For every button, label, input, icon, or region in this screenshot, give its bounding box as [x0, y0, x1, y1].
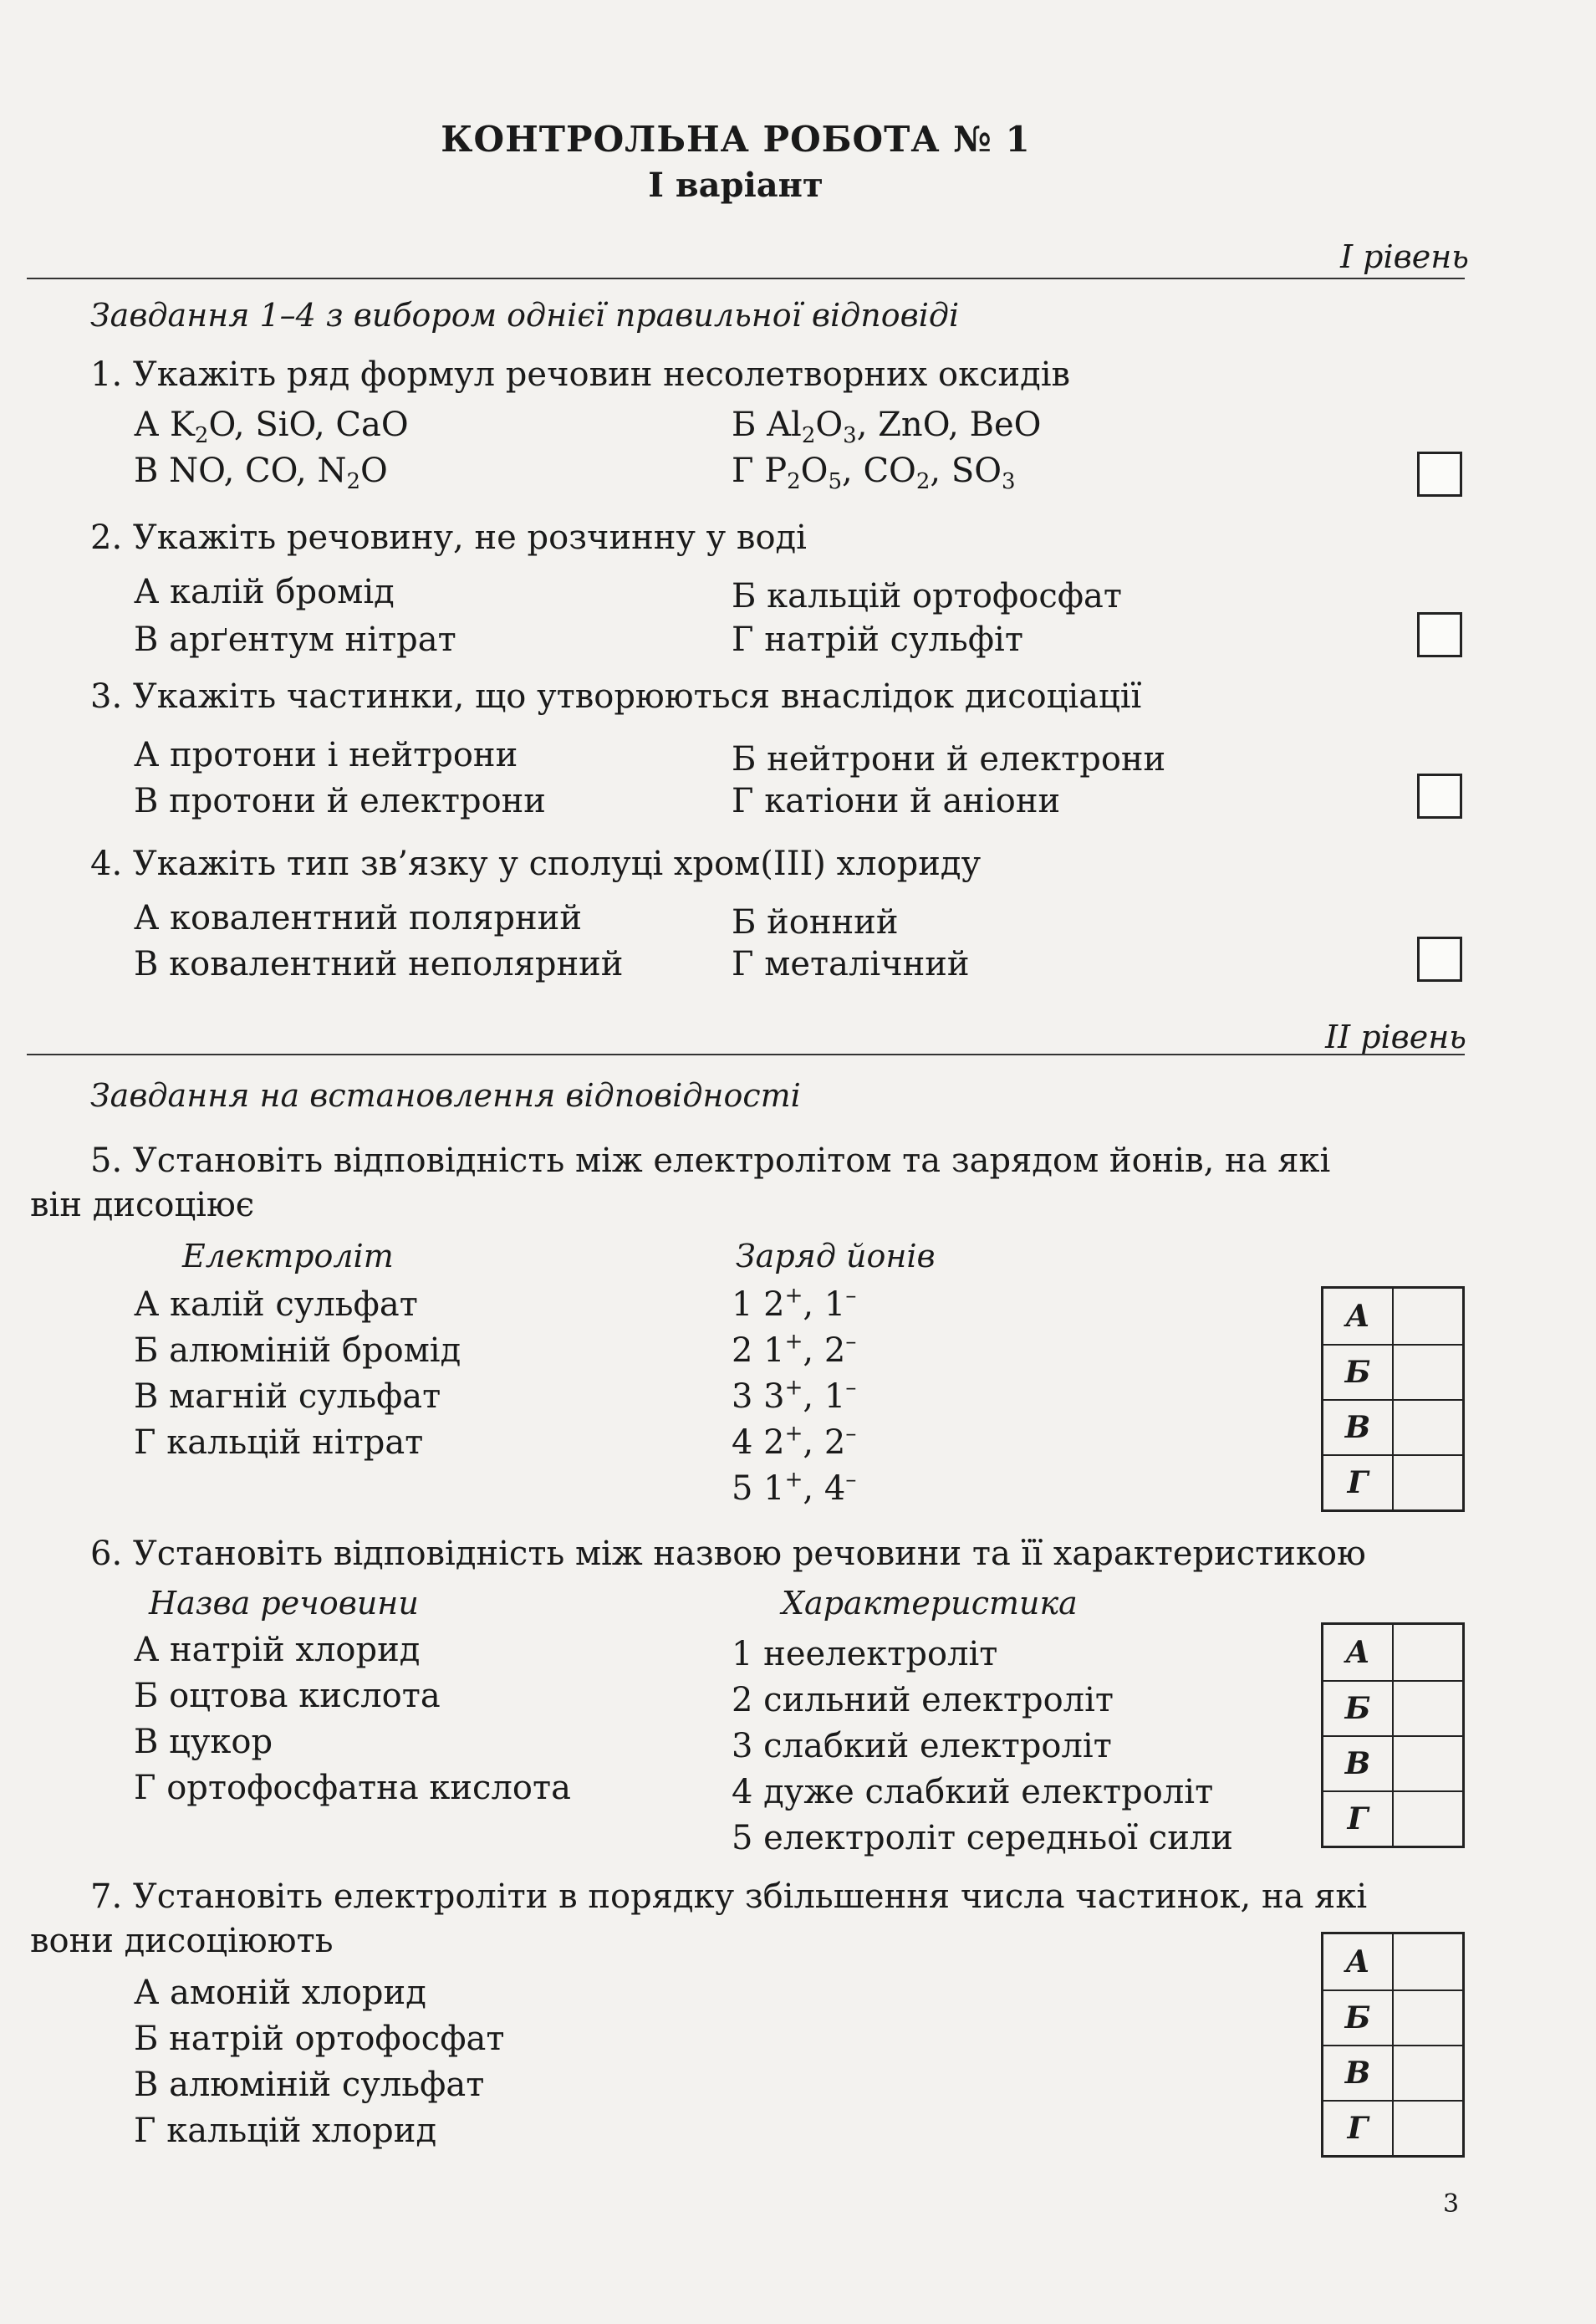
q6-grid-answer-b[interactable]	[1392, 1682, 1462, 1735]
page-number: 3	[1443, 2189, 1460, 2219]
q6-grid-answer-a[interactable]	[1392, 1625, 1462, 1680]
q7-grid-answer-b[interactable]	[1392, 1991, 1462, 2045]
q5-grid-row-g[interactable]	[1323, 1454, 1462, 1509]
q4-option-g: Г металічний	[732, 945, 970, 983]
q3-option-g: Г катіони й аніони	[732, 782, 1061, 820]
question-7-text-line1: 7. Установіть електроліти в порядку збільшення числа частинок, на які	[90, 1877, 1368, 1916]
q6-grid-row-a[interactable]	[1323, 1625, 1462, 1680]
q7-grid-label-a: А	[1345, 1944, 1370, 1979]
q6-left-a: А натрій хлорид	[134, 1631, 421, 1669]
q7-grid-row-g[interactable]	[1323, 2100, 1462, 2155]
q7-grid-label-v: В	[1344, 2056, 1371, 2091]
q6-grid-label-b: Б	[1344, 1691, 1371, 1726]
q6-grid-row-v[interactable]	[1323, 1735, 1462, 1790]
question-6-text: 6. Установіть відповідність між назвою речовини та її характеристикою	[90, 1535, 1366, 1573]
q6-col-left-header: Назва речовини	[149, 1585, 419, 1622]
q3-option-b: Б нейтрони й електрони	[732, 740, 1166, 779]
q6-right-2: 2 сильний електроліт	[732, 1681, 1114, 1719]
q6-grid-label-a: А	[1345, 1635, 1370, 1670]
q7-grid-answer-a[interactable]	[1392, 1934, 1462, 1989]
q4-option-b: Б йонний	[732, 903, 899, 942]
q5-grid-answer-v[interactable]	[1392, 1401, 1462, 1454]
q5-col-left-header: Електроліт	[182, 1238, 394, 1274]
q6-grid-row-b[interactable]	[1323, 1680, 1462, 1735]
level-2-divider	[27, 1054, 1465, 1055]
q5-right-5: 5 1+, 4–	[732, 1467, 857, 1508]
q6-left-g: Г ортофосфатна кислота	[134, 1769, 571, 1807]
q7-grid-label-b: Б	[1344, 2000, 1371, 2035]
q5-left-b: Б алюміній бромід	[134, 1331, 461, 1370]
q6-col-right-header: Характеристика	[782, 1585, 1078, 1622]
q5-answer-grid	[1321, 1286, 1465, 1512]
q3-option-a: А протони і нейтрони	[134, 736, 518, 774]
q5-grid-label-g: Г	[1347, 1465, 1369, 1500]
q6-grid-answer-v[interactable]	[1392, 1737, 1462, 1790]
q6-left-b: Б оцтова кислота	[134, 1677, 441, 1715]
q7-item-b: Б натрій ортофосфат	[134, 2020, 505, 2058]
q5-grid-answer-g[interactable]	[1392, 1456, 1462, 1509]
q7-grid-answer-g[interactable]	[1392, 2102, 1462, 2155]
q2-option-a: А калій бромід	[134, 573, 395, 611]
q7-grid-row-v[interactable]	[1323, 2045, 1462, 2100]
q7-item-g: Г кальцій хлорид	[134, 2112, 437, 2150]
level-1-divider	[27, 278, 1465, 279]
q1-option-g: Г $P_2O_5$, $CO_2$, $SO_3$	[732, 452, 1016, 494]
q6-right-5: 5 електроліт середньої сили	[732, 1819, 1233, 1857]
q2-answer-box[interactable]	[1417, 612, 1462, 657]
q7-item-a: А амоній хлорид	[134, 1974, 426, 2012]
q7-item-v: В алюміній сульфат	[134, 2066, 485, 2104]
q7-grid-row-a[interactable]	[1323, 1934, 1462, 1989]
q2-option-b: Б кальцій ортофосфат	[732, 577, 1123, 615]
q5-grid-label-v: В	[1344, 1410, 1371, 1445]
q7-grid-answer-v[interactable]	[1392, 2046, 1462, 2100]
q3-option-v: В протони й електрони	[134, 782, 546, 820]
q5-right-2: 2 1+, 2–	[732, 1329, 857, 1370]
question-5-text-line1: 5. Установіть відповідність між електролітом та зарядом йонів, на які	[90, 1142, 1331, 1180]
q6-grid-label-g: Г	[1347, 1801, 1369, 1836]
level-1-label: І рівень	[1340, 238, 1469, 275]
q5-col-right-header: Заряд йонів	[736, 1238, 936, 1274]
q6-left-v: В цукор	[134, 1723, 273, 1761]
q5-right-3: 3 3+, 1–	[732, 1375, 857, 1416]
q6-right-4: 4 дуже слабкий електроліт	[732, 1773, 1214, 1811]
q5-right-1: 1 2+, 1–	[732, 1283, 857, 1324]
q7-answer-grid	[1321, 1932, 1465, 2158]
q5-grid-row-b[interactable]	[1323, 1344, 1462, 1399]
question-5-text-line2: він дисоціює	[30, 1186, 255, 1224]
level-2-label: ІІ рівень	[1325, 1019, 1466, 1055]
q6-right-1: 1 неелектроліт	[732, 1635, 998, 1673]
q6-grid-answer-g[interactable]	[1392, 1792, 1462, 1846]
q5-left-v: В магній сульфат	[134, 1377, 441, 1416]
question-1-text: 1. Укажіть ряд формул речовин несолетворних оксидів	[90, 355, 1071, 394]
q7-grid-label-g: Г	[1347, 2111, 1369, 2146]
q5-grid-row-v[interactable]	[1323, 1399, 1462, 1454]
level-2-instruction: Завдання на встановлення відповідності	[90, 1077, 801, 1114]
q5-grid-answer-a[interactable]	[1392, 1289, 1462, 1344]
q2-option-g: Г натрій сульфіт	[732, 621, 1023, 659]
question-7-text-line2: вони дисоціюють	[30, 1922, 334, 1960]
q5-grid-label-a: А	[1345, 1299, 1370, 1334]
q5-right-4: 4 2+, 2–	[732, 1421, 857, 1462]
q1-option-v: В NO, CO, $N_2O$	[134, 452, 388, 494]
q5-grid-row-a[interactable]	[1323, 1289, 1462, 1344]
q6-answer-grid	[1321, 1622, 1465, 1848]
question-4-text: 4. Укажіть тип зв’язку у сполуці хром(ІІІ) хлориду	[90, 845, 982, 883]
q7-grid-row-b[interactable]	[1323, 1989, 1462, 2045]
variant-title: І варіант	[648, 166, 823, 205]
q5-left-a: А калій сульфат	[134, 1285, 418, 1324]
q5-grid-answer-b[interactable]	[1392, 1346, 1462, 1399]
q1-option-a: А $K_2O$, SiO, CaO	[134, 406, 409, 448]
level-1-instruction: Завдання 1–4 з вибором однієї правильної відповіді	[90, 297, 960, 334]
question-2-text: 2. Укажіть речовину, не розчинну у воді	[90, 518, 807, 557]
page-title: КОНТРОЛЬНА РОБОТА № 1	[441, 119, 1031, 160]
q5-left-g: Г кальцій нітрат	[134, 1423, 424, 1462]
q1-answer-box[interactable]	[1417, 452, 1462, 497]
q2-option-v: В арґентум нітрат	[134, 621, 456, 659]
q4-option-a: А ковалентний полярний	[134, 899, 582, 937]
q6-grid-row-g[interactable]	[1323, 1790, 1462, 1846]
q3-answer-box[interactable]	[1417, 774, 1462, 819]
q6-right-3: 3 слабкий електроліт	[732, 1727, 1112, 1765]
q5-grid-label-b: Б	[1344, 1355, 1371, 1390]
q1-option-b: Б $Al_2O_3$, ZnO, BeO	[732, 406, 1042, 448]
q4-option-v: В ковалентний неполярний	[134, 945, 624, 983]
q6-grid-label-v: В	[1344, 1746, 1371, 1781]
question-3-text: 3. Укажіть частинки, що утворюються внаслідок дисоціації	[90, 677, 1142, 716]
q4-answer-box[interactable]	[1417, 937, 1462, 982]
